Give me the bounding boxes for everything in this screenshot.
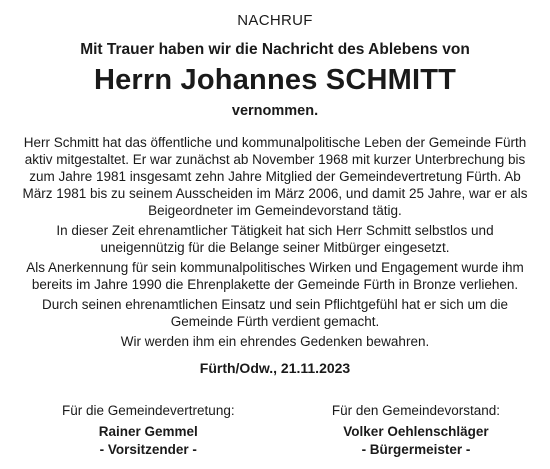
paragraph-merit: Durch seinen ehrenamtlichen Einsatz und sein Pflichtgefühl hat er sich um die Gemeinde Fürth verdient gemacht. bbox=[41, 297, 508, 329]
paragraph-commitment: In dieser Zeit ehrenamtlicher Tätigkeit hat sich Herr Schmitt selbstlos und uneigennützig für die Belange seiner Mitbürger eingesetzt. bbox=[56, 223, 494, 255]
signature-right-name: Volker Oehlenschläger bbox=[343, 424, 489, 439]
signature-block bbox=[0, 402, 550, 459]
intro-line: Mit Trauer haben wir die Nachricht des Ablebens von bbox=[80, 41, 470, 58]
received-line: vernommen. bbox=[231, 103, 319, 119]
headline: NACHRUF bbox=[237, 12, 313, 29]
paragraph-career: Herr Schmitt hat das öffentliche und kommunalpolitische Leben der Gemeinde Fürth aktiv mitgestaltet. Er war zunächst ab November 1968 mit kurzer Unterbrechung bis zum Jahre 1981 insgesamt zehn Jahre Mitglied der Gemeindevertretung Fürth. Ab März 1981 bis zu seinem Ausscheiden im März 2006, und damit 25 Jahre, war er als Beigeordneter im Gemeindevorstand tätig. bbox=[22, 135, 528, 218]
signature-left-role: - Vorsitzender - bbox=[99, 442, 197, 457]
signature-right-body: Für den Gemeindevorstand: bbox=[331, 403, 500, 418]
paragraph-honor: Als Anerkennung für sein kommunalpolitisches Wirken und Engagement wurde ihm bereits im Jahre 1990 die Ehrenplakette der Gemeinde Fürth in Bronze verliehen. bbox=[26, 260, 524, 292]
signature-right bbox=[332, 402, 500, 459]
signature-right-role: - Bürgermeister - bbox=[361, 442, 471, 457]
signature-left bbox=[62, 402, 235, 459]
deceased-name: Herrn Johannes SCHMITT bbox=[93, 64, 457, 96]
signature-left-body: Für die Gemeindevertretung: bbox=[62, 403, 235, 418]
signature-left-name: Rainer Gemmel bbox=[98, 424, 198, 439]
paragraph-remembrance: Wir werden ihm ein ehrendes Gedenken bewahren. bbox=[120, 334, 430, 349]
place-date: Fürth/Odw., 21.11.2023 bbox=[199, 360, 351, 376]
